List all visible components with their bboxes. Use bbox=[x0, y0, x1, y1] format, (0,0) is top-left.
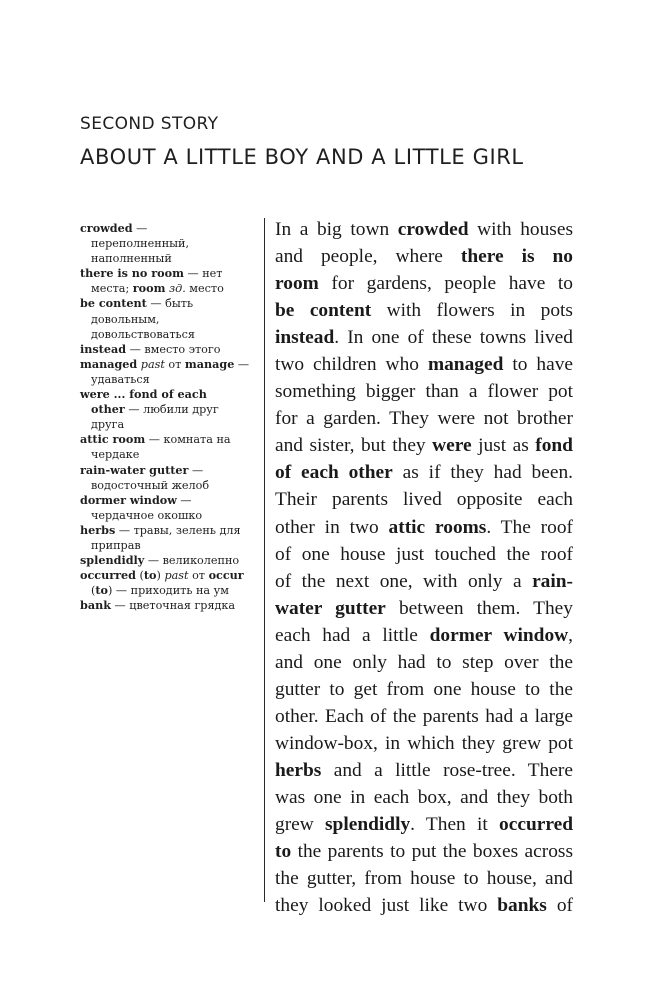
vocab-term: to bbox=[275, 841, 292, 863]
vocab-term: instead bbox=[275, 327, 335, 349]
glossary-line bbox=[80, 523, 260, 538]
text-run: — нет bbox=[183, 267, 223, 281]
vocab-term: attic rooms bbox=[388, 516, 487, 538]
text-run: чердаке bbox=[91, 448, 140, 462]
text-run: each had a little bbox=[275, 624, 430, 646]
grammar-note: past bbox=[140, 357, 165, 371]
text-run: — быть bbox=[146, 297, 194, 311]
story-line bbox=[275, 649, 573, 676]
text-run: . In one of these towns lived bbox=[334, 327, 573, 349]
text-run: . The roof bbox=[486, 516, 573, 538]
vocab-term: banks bbox=[497, 895, 547, 917]
vocab-term: other bbox=[91, 402, 125, 417]
text-run: — bbox=[132, 222, 148, 235]
vocab-term: occurred bbox=[80, 568, 136, 583]
glossary-line bbox=[80, 508, 260, 523]
vocab-term: splendidly bbox=[80, 553, 145, 568]
glossary-line bbox=[80, 583, 260, 598]
story-line bbox=[275, 243, 573, 270]
glossary-line bbox=[80, 568, 260, 583]
vocab-term: herbs bbox=[275, 759, 322, 781]
vocab-term: to bbox=[143, 568, 157, 583]
story-line bbox=[275, 595, 573, 622]
glossary-line bbox=[80, 327, 260, 342]
text-run: довольным, bbox=[91, 312, 160, 326]
glossary-line bbox=[80, 598, 260, 613]
vocab-term: there is no room bbox=[80, 266, 184, 281]
story-line bbox=[275, 514, 573, 541]
vocab-term: occurred bbox=[499, 814, 573, 836]
glossary-line bbox=[80, 447, 260, 462]
glossary-line bbox=[80, 387, 260, 402]
text-run: от bbox=[188, 569, 209, 583]
vocab-term: attic room bbox=[80, 432, 146, 447]
story-line bbox=[275, 432, 573, 459]
vocab-term: rain-water gutter bbox=[80, 462, 189, 477]
glossary-line bbox=[80, 266, 260, 281]
glossary-line bbox=[80, 236, 260, 251]
vocab-term: of each other bbox=[275, 462, 393, 484]
text-run: of the next one, with only a bbox=[275, 570, 533, 592]
text-run: window-box, in which they grew pot bbox=[275, 732, 573, 754]
glossary-line bbox=[80, 463, 260, 478]
story-line bbox=[275, 351, 573, 378]
text-run: довольствоваться bbox=[91, 327, 195, 341]
vocab-term: splendidly bbox=[325, 814, 411, 836]
story-title: ABOUT A LITTLE BOY AND A LITTLE GIRL bbox=[80, 145, 524, 169]
glossary-line bbox=[80, 493, 260, 508]
text-run: — травы, зелень для bbox=[115, 523, 241, 537]
text-run: , bbox=[568, 624, 573, 646]
text-run: — bbox=[234, 357, 250, 371]
text-run: the gutter, from house to house, and bbox=[275, 868, 573, 890]
text-run: two children who bbox=[275, 354, 428, 376]
story-line bbox=[275, 811, 573, 838]
story-line bbox=[275, 541, 573, 568]
text-run: место bbox=[185, 282, 224, 296]
text-run: места; bbox=[91, 282, 133, 296]
story-line bbox=[275, 486, 573, 513]
vocab-term: rain- bbox=[532, 570, 573, 592]
vocab-term: managed bbox=[80, 356, 138, 371]
text-run: and people, where bbox=[275, 246, 461, 268]
vocab-term: managed bbox=[427, 354, 504, 376]
text-run: — bbox=[188, 463, 204, 477]
text-run: and a little rose-tree. There bbox=[321, 759, 573, 781]
glossary-line bbox=[80, 312, 260, 327]
glossary-sidebar bbox=[80, 221, 260, 613]
text-run: of bbox=[546, 895, 573, 917]
glossary-line bbox=[80, 553, 260, 568]
text-run: — bbox=[176, 493, 192, 507]
vocab-term: be content bbox=[275, 300, 372, 322]
text-run: grew bbox=[275, 814, 326, 836]
text-run: to have bbox=[503, 354, 573, 376]
text-run: of one house just touched the roof bbox=[275, 543, 573, 565]
text-run: something bigger than a flower pot bbox=[275, 381, 573, 403]
story-line bbox=[275, 784, 573, 811]
text-run: with flowers in pots bbox=[371, 300, 573, 322]
vocab-term: room bbox=[132, 281, 166, 296]
text-run: between them. They bbox=[385, 597, 573, 619]
text-run: приправ bbox=[91, 538, 141, 552]
text-run: переполненный, bbox=[91, 237, 190, 251]
text-run: they looked just like two bbox=[275, 895, 498, 917]
text-run: gutter to get from one house to the bbox=[275, 678, 573, 700]
story-line bbox=[275, 757, 573, 784]
grammar-note: зд. bbox=[169, 282, 186, 296]
vocab-term: to bbox=[95, 583, 109, 598]
text-run: от bbox=[164, 357, 185, 371]
text-run: — вместо этого bbox=[126, 342, 221, 356]
glossary-line bbox=[80, 372, 260, 387]
glossary-line bbox=[80, 251, 260, 266]
glossary-line bbox=[80, 432, 260, 447]
text-run: наполненный bbox=[91, 252, 172, 266]
story-line bbox=[275, 324, 573, 351]
story-line bbox=[275, 459, 573, 486]
vocab-term: occur bbox=[208, 568, 244, 583]
text-run: друга bbox=[91, 418, 125, 432]
text-run: and sister, but they bbox=[275, 435, 433, 457]
vocab-term: were ... fond of each bbox=[80, 387, 207, 402]
story-line bbox=[275, 703, 573, 730]
story-line bbox=[275, 405, 573, 432]
vocab-term: be content bbox=[80, 296, 147, 311]
story-line bbox=[275, 622, 573, 649]
text-run: In a big town bbox=[275, 219, 398, 240]
text-run: for gardens, people have to bbox=[318, 273, 573, 295]
text-run: — великолепно bbox=[144, 554, 240, 568]
text-run: — цветочная грядка bbox=[110, 599, 236, 613]
story-text bbox=[275, 216, 573, 919]
story-line bbox=[275, 865, 573, 892]
story-line bbox=[275, 378, 573, 405]
text-run: чердачное окошко bbox=[91, 508, 203, 522]
glossary-line bbox=[80, 417, 260, 432]
text-run: ( bbox=[91, 584, 96, 598]
text-run: just as bbox=[471, 435, 536, 457]
story-line bbox=[275, 892, 573, 919]
text-run: ) — приходить на ум bbox=[108, 584, 229, 598]
text-run: Their parents lived opposite each bbox=[275, 489, 573, 511]
glossary-line bbox=[80, 342, 260, 357]
story-line bbox=[275, 730, 573, 757]
vocab-term: manage bbox=[184, 356, 235, 371]
text-run: with houses bbox=[468, 219, 573, 240]
text-run: other. Each of the parents had a large bbox=[275, 705, 573, 727]
glossary-line bbox=[80, 221, 260, 236]
vocab-term: dormer window bbox=[80, 492, 177, 507]
glossary-line bbox=[80, 281, 260, 296]
vocab-term: there is no bbox=[460, 246, 573, 268]
text-run: the parents to put the boxes across bbox=[291, 841, 573, 863]
vocab-term: fond bbox=[535, 435, 573, 457]
vocab-term: were bbox=[432, 435, 472, 457]
glossary-line bbox=[80, 538, 260, 553]
vocab-term: bank bbox=[80, 598, 111, 613]
text-run: водосточный желоб bbox=[91, 478, 210, 492]
text-run: — комната на bbox=[145, 433, 231, 447]
vocab-term: room bbox=[275, 273, 319, 295]
story-line bbox=[275, 216, 573, 243]
text-run: удаваться bbox=[91, 372, 150, 386]
grammar-note: past bbox=[164, 569, 189, 583]
story-line bbox=[275, 568, 573, 595]
glossary-line bbox=[80, 357, 260, 372]
glossary-line bbox=[80, 402, 260, 417]
column-divider bbox=[264, 218, 265, 902]
text-run: — любили друг bbox=[124, 403, 219, 417]
text-run: ( bbox=[135, 569, 144, 583]
story-line bbox=[275, 270, 573, 297]
vocab-term: crowded bbox=[80, 221, 133, 235]
story-line bbox=[275, 838, 573, 865]
text-run: ) bbox=[156, 569, 165, 583]
vocab-term: water gutter bbox=[275, 597, 386, 619]
vocab-term: instead bbox=[80, 341, 127, 356]
text-run: as if they had been. bbox=[392, 462, 573, 484]
glossary-line bbox=[80, 296, 260, 311]
text-run: was one in each box, and they both bbox=[275, 786, 573, 808]
glossary-line bbox=[80, 478, 260, 493]
vocab-term: dormer window bbox=[429, 624, 569, 646]
text-run: and one only had to step over the bbox=[275, 651, 573, 673]
story-label: SECOND STORY bbox=[80, 114, 219, 134]
text-run: for a garden. They were not brother bbox=[275, 408, 573, 430]
story-line bbox=[275, 297, 573, 324]
vocab-term: herbs bbox=[80, 522, 116, 537]
text-run: other in two bbox=[275, 516, 389, 538]
story-line bbox=[275, 676, 573, 703]
vocab-term: crowded bbox=[397, 219, 469, 240]
text-run: . Then it bbox=[410, 814, 500, 836]
